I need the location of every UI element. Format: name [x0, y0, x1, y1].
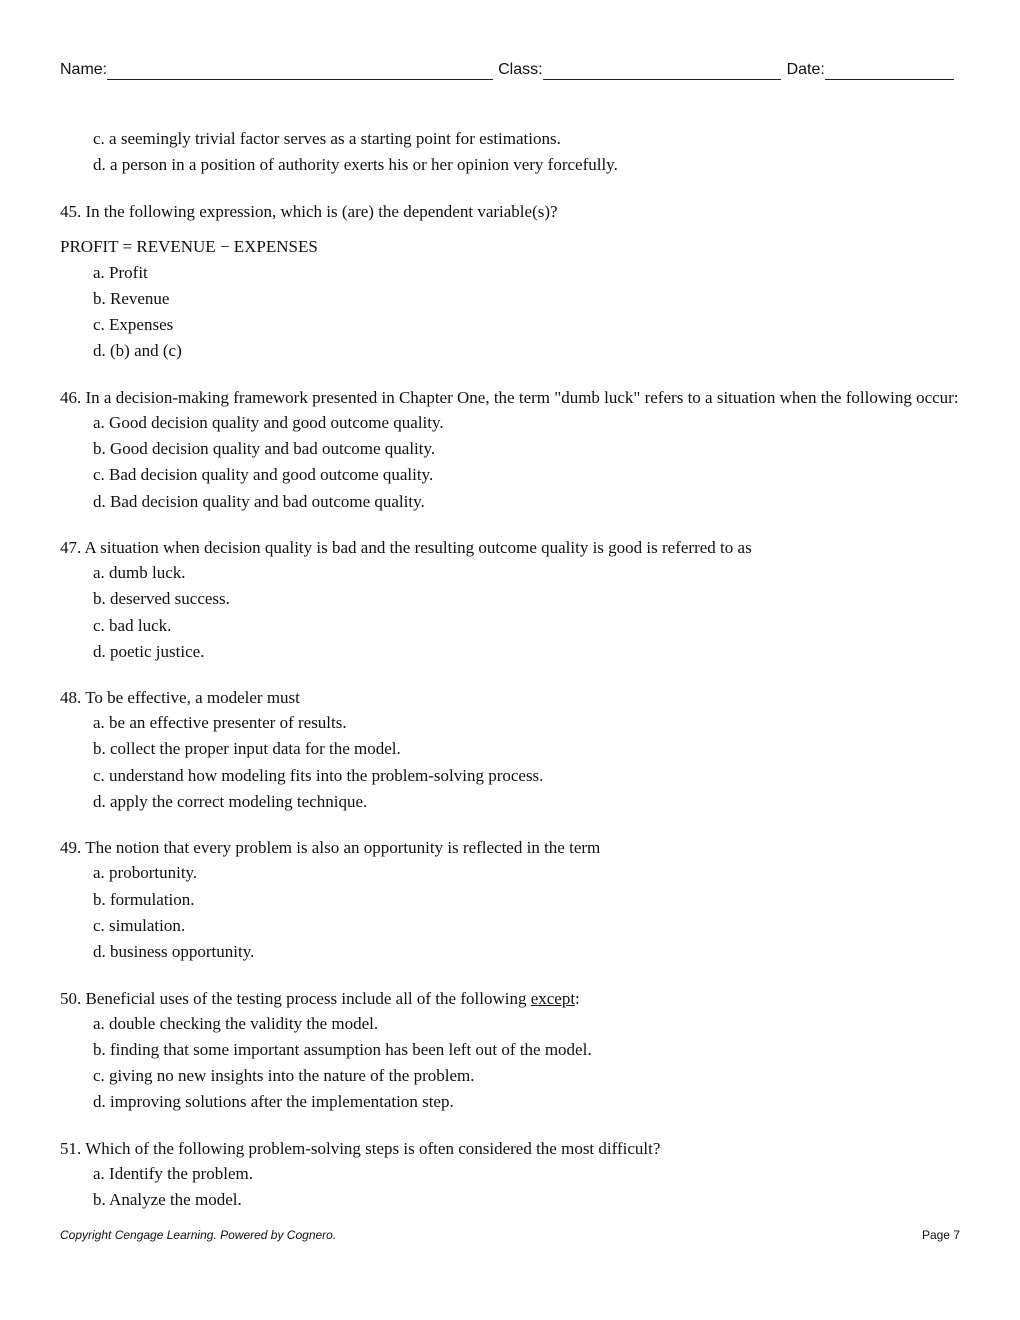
page-number: Page 7 [921, 1228, 960, 1242]
question-stem: 48. To be effective, a modeler must [60, 688, 300, 708]
question-47 [60, 534, 960, 665]
question-stem-end: : [575, 988, 580, 1008]
option: a. probortunity. [93, 863, 198, 883]
option: a. Good decision quality and good outcome quality. [93, 412, 444, 432]
option: c. bad luck. [93, 615, 172, 635]
date-label: Date: [786, 61, 825, 78]
option: c. simulation. [93, 915, 186, 935]
page-footer [60, 1228, 960, 1242]
option: d. improving solutions after the implementation step. [93, 1092, 454, 1112]
formula: PROFIT = REVENUE − EXPENSES [60, 236, 318, 256]
question-48 [60, 684, 960, 815]
option: a. Identify the problem. [93, 1163, 254, 1183]
question-50 [60, 985, 960, 1116]
class-field[interactable] [543, 61, 781, 80]
option: d. a person in a position of authority exerts his or her opinion very forcefully. [93, 155, 618, 175]
option: d. business opportunity. [93, 942, 255, 962]
question-46 [60, 384, 960, 515]
question-stem: 51. Which of the following problem-solving steps is often considered the most difficult? [60, 1138, 661, 1158]
option: c. Bad decision quality and good outcome quality. [93, 465, 434, 485]
option: b. formulation. [93, 889, 195, 909]
option: b. finding that some important assumption has been left out of the model. [93, 1039, 592, 1059]
option: c. giving no new insights into the nature of the problem. [93, 1066, 475, 1086]
question-stem: 46. In a decision-making framework presented in Chapter One, the term "dumb luck" refers to a situation when the following occur: [60, 387, 959, 407]
copyright-notice: Copyright Cengage Learning. Powered by Cognero. [60, 1228, 337, 1242]
option: c. Expenses [93, 315, 174, 335]
question-44-continued [60, 126, 960, 179]
name-field[interactable] [107, 61, 493, 80]
option: a. double checking the validity the model. [93, 1013, 379, 1033]
question-stem-text: 50. Beneficial uses of the testing process include all of the following [60, 988, 531, 1008]
option: b. Revenue [93, 288, 170, 308]
option: d. apply the correct modeling technique. [93, 792, 368, 812]
question-51 [60, 1135, 960, 1214]
question-stem [60, 985, 960, 1011]
student-info-header [60, 58, 960, 80]
name-label: Name: [60, 61, 108, 78]
class-label: Class: [498, 61, 543, 78]
option: d. poetic justice. [93, 641, 205, 661]
option: b. collect the proper input data for the model. [93, 739, 401, 759]
question-49 [60, 834, 960, 965]
option: a. dumb luck. [93, 562, 186, 582]
emphasis-except: except [530, 988, 576, 1008]
option: c. a seemingly trivial factor serves as a starting point for estimations. [93, 129, 561, 148]
option: a. Profit [93, 262, 148, 282]
option: b. deserved success. [93, 589, 230, 609]
question-stem: 49. The notion that every problem is also an opportunity is reflected in the term [60, 838, 601, 858]
option: d. Bad decision quality and bad outcome quality. [93, 491, 425, 511]
option: a. be an effective presenter of results. [93, 713, 347, 733]
question-45 [60, 198, 960, 365]
question-list [60, 126, 960, 1213]
date-field[interactable] [825, 61, 954, 80]
option: d. (b) and (c) [93, 341, 182, 361]
option: b. Analyze the model. [93, 1190, 242, 1210]
option: c. understand how modeling fits into the problem-solving process. [93, 765, 544, 785]
question-stem: 45. In the following expression, which is (are) the dependent variable(s)? [60, 201, 558, 221]
option: b. Good decision quality and bad outcome quality. [93, 439, 436, 459]
question-stem: 47. A situation when decision quality is bad and the resulting outcome quality is good is referred to as [60, 537, 752, 557]
